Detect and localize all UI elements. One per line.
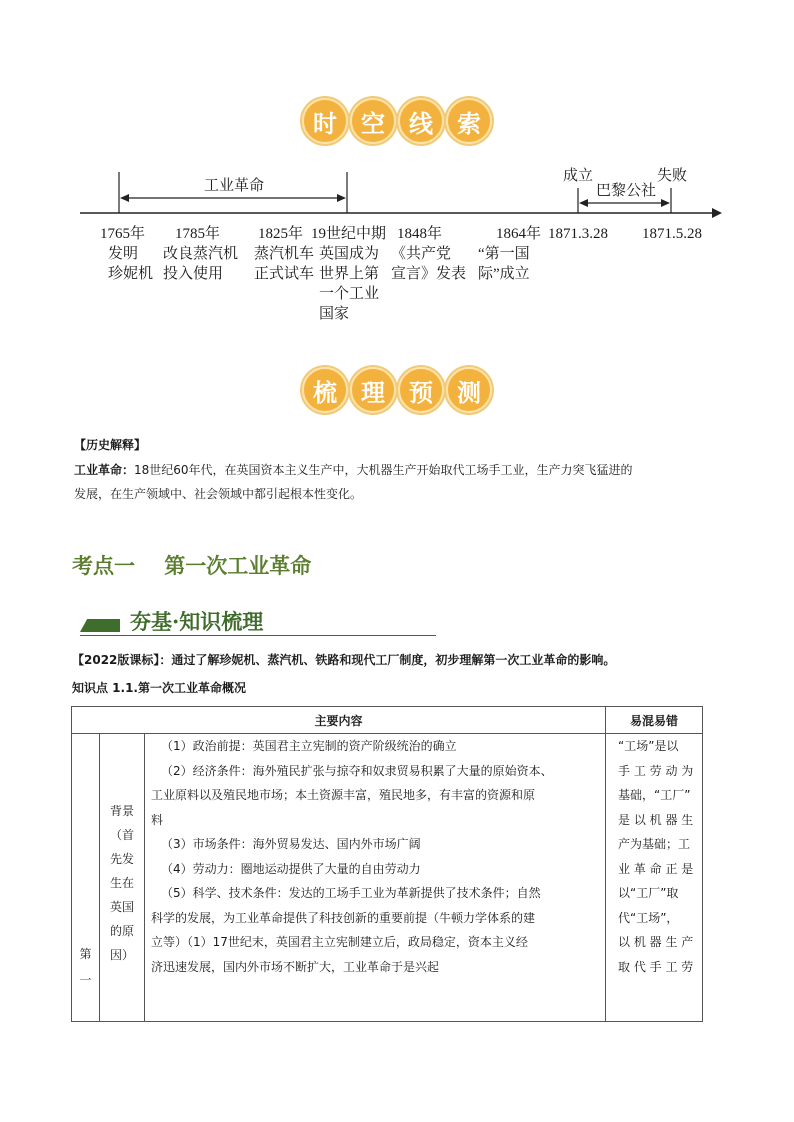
bg-char: 英国 (109, 899, 134, 914)
event-year: 1864年 (496, 226, 542, 242)
content-line: 科学的发展，为工业革命提供了科技创新的重要前提（牛顿力学体系的建 (151, 910, 536, 925)
timeline-axis (0, 0, 794, 260)
exam-point-title: 考点一 第一次工业革命 (72, 554, 312, 578)
bg-char: 因） (109, 947, 134, 962)
bg-char: 先发 (109, 851, 134, 866)
bg-char: 的原 (109, 923, 134, 938)
main-content-cell (145, 734, 606, 1022)
row-label-col1 (72, 734, 100, 1022)
error-line: 代“工场”， (618, 910, 679, 925)
event-year: 1785年 (175, 226, 221, 242)
history-explanation-heading: 【历史解释】 (74, 438, 147, 452)
title-badge: 线 (398, 98, 444, 144)
event-year: 1825年 (258, 226, 304, 242)
event-desc: “第一国 (478, 246, 530, 262)
title-badge: 梳 (302, 367, 348, 413)
content-line: （5）科学、技术条件：发达的工场手工业为革新提供了技术条件；自然 (161, 886, 541, 900)
event-1825 (254, 224, 314, 284)
bracket-label-industrial: 工业革命 (204, 178, 265, 194)
error-line: 以“工厂”取 (618, 886, 679, 900)
curriculum-label: 【2022版课标】 (72, 653, 160, 667)
error-line: 产为基础；工 (618, 837, 691, 851)
event-1765 (100, 224, 153, 284)
error-line: 取 代 手 工 劳 (618, 959, 694, 974)
row-char: 一 (79, 973, 92, 987)
row-label-background (100, 734, 145, 1022)
error-line: 以 机 器 生 产 (618, 935, 694, 949)
history-explanation-body (74, 458, 734, 506)
bg-char: 背景 (109, 803, 134, 818)
content-line: （2）经济条件：海外殖民扩张与掠夺和奴隶贸易积累了大量的原始资本、 (161, 763, 553, 778)
paris-commune-label: 巴黎公社 (596, 183, 657, 199)
title-badge: 预 (398, 367, 444, 413)
header-main-content: 主要内容 (72, 707, 606, 734)
event-desc: 一个工业 (319, 286, 380, 302)
content-line: （4）劳动力：圈地运动提供了大量的自由劳动力 (161, 861, 421, 876)
event-desc: 蒸汽机车 (254, 246, 315, 262)
row-char: 第 (79, 947, 92, 961)
title-badge: 测 (446, 367, 492, 413)
event-desc: 珍妮机 (108, 266, 154, 282)
event-1871-5: 1871.5.28 (642, 226, 702, 242)
title-badge: 理 (350, 367, 396, 413)
event-year: 19世纪中期 (311, 226, 387, 242)
curriculum-text: ：通过了解珍妮机、蒸汽机、铁路和现代工厂制度，初步理解第一次工业革命的影响。 (159, 653, 616, 667)
event-1785 (163, 224, 238, 284)
content-line: 济迅速发展，国内外市场不断扩大，工业革命于是兴起 (151, 959, 440, 974)
error-line: 手 工 劳 动 为 (618, 763, 694, 778)
event-desc: 际”成立 (478, 266, 530, 282)
event-desc: 宣言》发表 (391, 266, 467, 282)
curriculum-standard (72, 648, 615, 672)
event-desc: 改良蒸汽机 (163, 246, 239, 262)
event-year: 1848年 (397, 226, 443, 242)
event-desc: 英国成为 (319, 246, 380, 262)
title-underline (80, 635, 436, 636)
knowledge-point-title: 知识点 1.1.第一次工业革命概况 (72, 681, 246, 695)
event-year: 1765年 (100, 226, 146, 242)
content-line: 立等）（1）17世纪末，英国君主立宪制建立后，政局稳定，资本主义经 (151, 935, 528, 949)
event-1848 (391, 224, 466, 284)
error-line: 是 以 机 器 生 (618, 812, 694, 827)
knowledge-table (71, 706, 703, 1022)
event-desc: 世界上第 (319, 266, 380, 282)
event-19c (311, 224, 386, 324)
event-desc: 《共产党 (391, 246, 452, 262)
title-badge: 时 (302, 98, 348, 144)
content-line: （3）市场条件：海外贸易发达、国内外市场广阔 (161, 837, 421, 851)
term-definition-cont: 发展，在生产领域中、社会领域中都引起根本性变化。 (74, 487, 363, 501)
green-bar-decoration (80, 619, 120, 632)
section-title-review (0, 367, 794, 413)
content-line: 料 (151, 812, 164, 827)
paris-start-label: 成立 (563, 168, 594, 184)
consolidate-title: 夯基·知识梳理 (130, 609, 264, 634)
event-desc: 发明 (108, 246, 139, 262)
term-label: 工业革命： (74, 463, 135, 477)
content-line: 工业原料以及殖民地市场；本土资源丰富，殖民地多，有丰富的资源和原 (151, 788, 536, 802)
header-common-errors: 易混易错 (606, 707, 703, 734)
event-1864 (478, 224, 541, 284)
title-badge: 索 (446, 98, 492, 144)
event-desc: 国家 (319, 306, 350, 322)
term-definition: 18世纪60年代，在英国资本主义生产中，大机器生产开始取代工场手工业，生产力突飞猛进的 (134, 463, 633, 477)
bg-char: 生在 (109, 875, 134, 890)
error-line: 基础，“工厂” (618, 788, 691, 802)
error-line: 业 革 命 正 是 (618, 861, 694, 876)
content-line: （1）政治前提：英国君主立宪制的资产阶级统治的确立 (161, 739, 457, 753)
event-1871-3: 1871.3.28 (548, 226, 608, 242)
error-line: “工场”是以 (618, 739, 679, 753)
event-desc: 投入使用 (163, 266, 224, 282)
paris-end-label: 失败 (657, 168, 688, 184)
event-desc: 正式试车 (254, 266, 315, 282)
common-errors-cell (606, 734, 703, 1022)
bg-char: （首 (109, 827, 134, 842)
title-badge: 空 (350, 98, 396, 144)
